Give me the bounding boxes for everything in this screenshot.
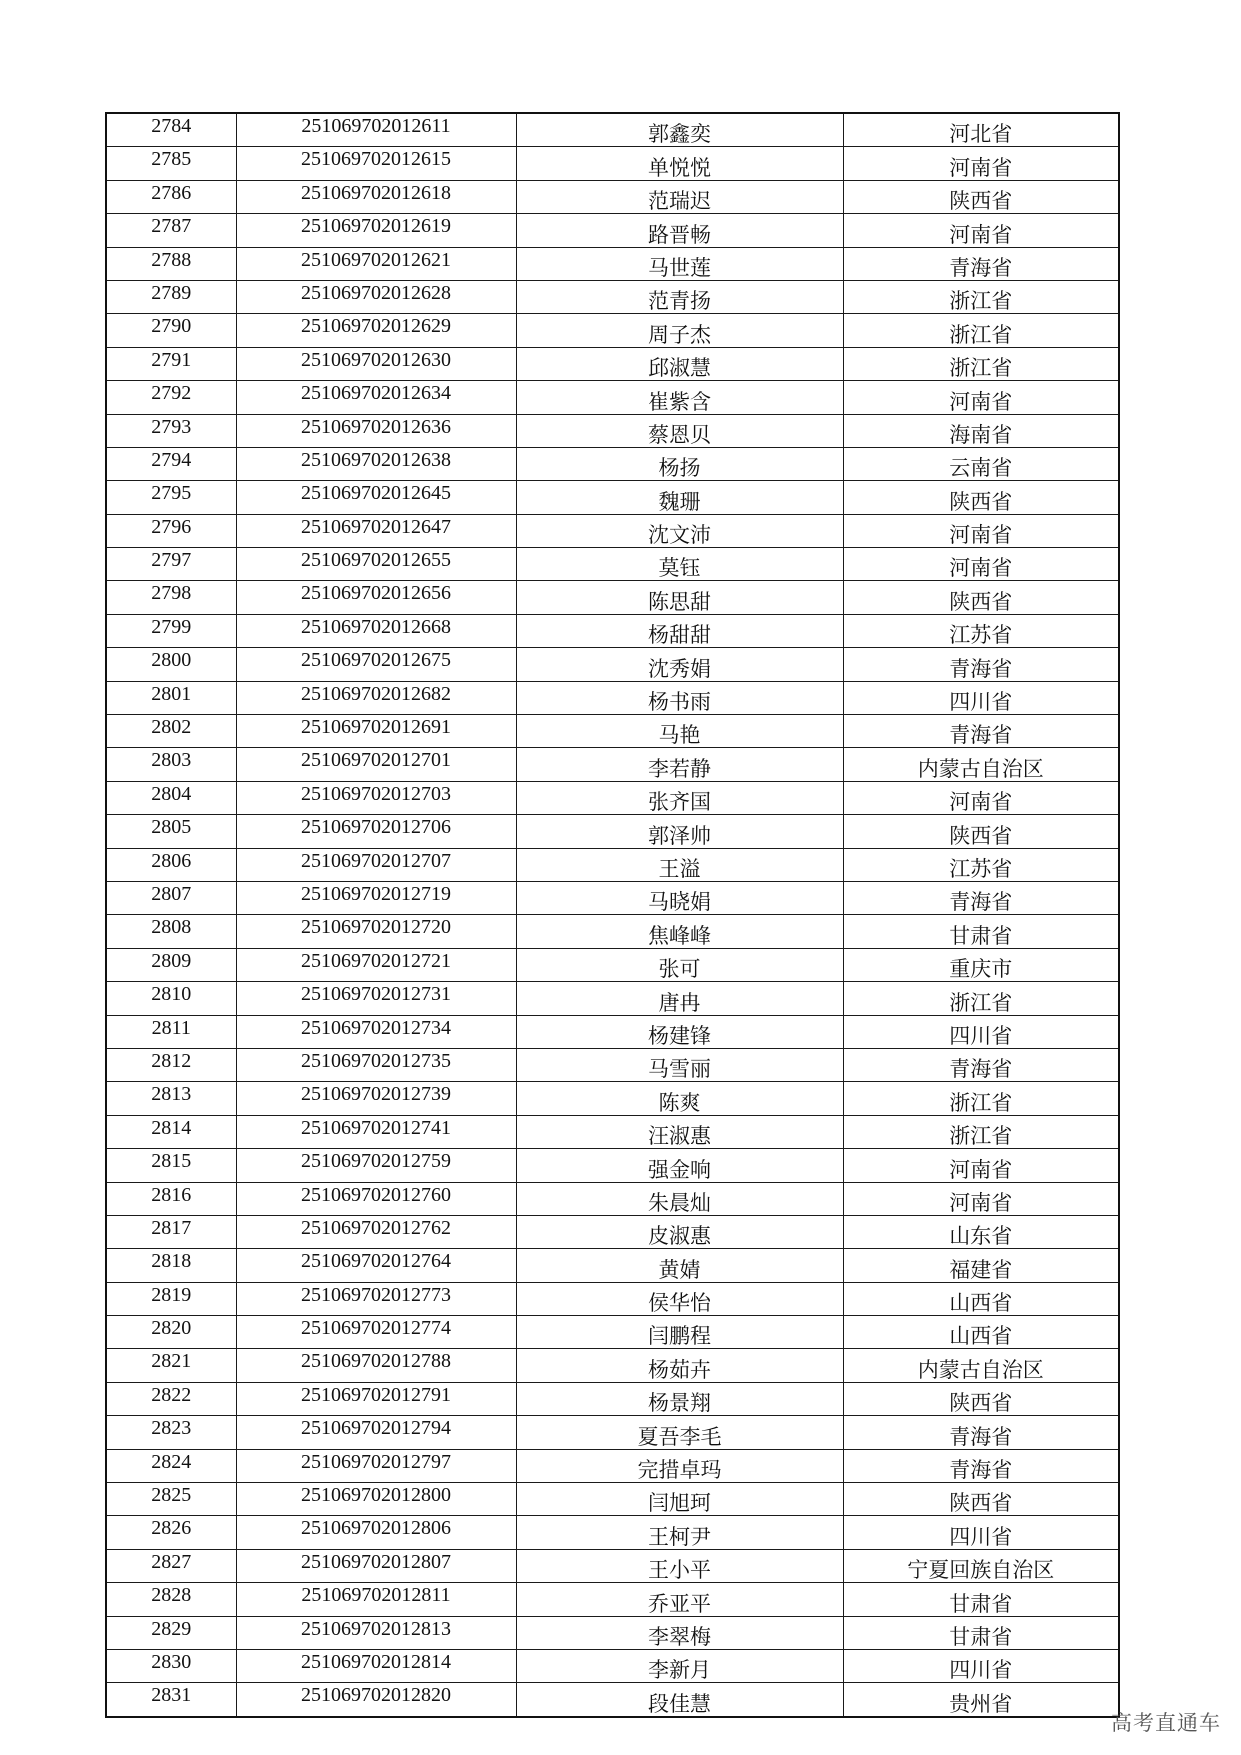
name-cell: 杨茹卉: [516, 1349, 843, 1382]
exam-id-cell: 251069702012707: [236, 848, 516, 881]
table-row: [106, 280, 1119, 313]
province-cell: 陕西省: [843, 581, 1119, 614]
exam-id-cell: 251069702012630: [236, 347, 516, 380]
exam-id-cell: 251069702012656: [236, 581, 516, 614]
exam-id-cell: 251069702012797: [236, 1449, 516, 1482]
table-row: [106, 247, 1119, 280]
table-row: [106, 1683, 1119, 1717]
serial-number-cell: 2824: [106, 1449, 236, 1482]
province-cell: 河南省: [843, 214, 1119, 247]
serial-number-cell: 2819: [106, 1282, 236, 1315]
serial-number-cell: 2830: [106, 1649, 236, 1682]
province-cell: 陕西省: [843, 481, 1119, 514]
province-cell: 海南省: [843, 414, 1119, 447]
name-cell: 强金响: [516, 1149, 843, 1182]
exam-id-cell: 251069702012720: [236, 915, 516, 948]
table-row: [106, 1082, 1119, 1115]
province-cell: 云南省: [843, 447, 1119, 480]
table-row: [106, 214, 1119, 247]
name-cell: 马艳: [516, 715, 843, 748]
name-cell: 皮淑惠: [516, 1215, 843, 1248]
table-row: [106, 1616, 1119, 1649]
serial-number-cell: 2795: [106, 481, 236, 514]
province-cell: 河南省: [843, 548, 1119, 581]
exam-id-cell: 251069702012691: [236, 715, 516, 748]
exam-id-cell: 251069702012811: [236, 1583, 516, 1616]
name-cell: 杨建锋: [516, 1015, 843, 1048]
exam-id-cell: 251069702012668: [236, 614, 516, 647]
name-cell: 莫钰: [516, 548, 843, 581]
province-cell: 河南省: [843, 1182, 1119, 1215]
province-cell: 江苏省: [843, 848, 1119, 881]
serial-number-cell: 2813: [106, 1082, 236, 1115]
serial-number-cell: 2796: [106, 514, 236, 547]
exam-id-cell: 251069702012735: [236, 1048, 516, 1081]
name-cell: 范瑞迟: [516, 180, 843, 213]
province-cell: 青海省: [843, 247, 1119, 280]
exam-id-cell: 251069702012741: [236, 1115, 516, 1148]
table-row: [106, 881, 1119, 914]
province-cell: 宁夏回族自治区: [843, 1549, 1119, 1582]
serial-number-cell: 2829: [106, 1616, 236, 1649]
name-cell: 马晓娟: [516, 881, 843, 914]
exam-id-cell: 251069702012618: [236, 180, 516, 213]
exam-id-cell: 251069702012682: [236, 681, 516, 714]
name-cell: 周子杰: [516, 314, 843, 347]
table-row: [106, 815, 1119, 848]
table-row: [106, 1215, 1119, 1248]
serial-number-cell: 2818: [106, 1249, 236, 1282]
name-cell: 魏珊: [516, 481, 843, 514]
name-cell: 朱晨灿: [516, 1182, 843, 1215]
province-cell: 甘肃省: [843, 1583, 1119, 1616]
table-row: [106, 715, 1119, 748]
name-cell: 张可: [516, 948, 843, 981]
serial-number-cell: 2790: [106, 314, 236, 347]
exam-id-cell: 251069702012621: [236, 247, 516, 280]
table-row: [106, 314, 1119, 347]
serial-number-cell: 2789: [106, 280, 236, 313]
serial-number-cell: 2820: [106, 1316, 236, 1349]
exam-id-cell: 251069702012807: [236, 1549, 516, 1582]
serial-number-cell: 2809: [106, 948, 236, 981]
name-cell: 李若静: [516, 748, 843, 781]
province-cell: 河南省: [843, 381, 1119, 414]
serial-number-cell: 2826: [106, 1516, 236, 1549]
name-cell: 马世莲: [516, 247, 843, 280]
province-cell: 河南省: [843, 781, 1119, 814]
province-cell: 甘肃省: [843, 1616, 1119, 1649]
province-cell: 山西省: [843, 1282, 1119, 1315]
name-cell: 郭鑫奕: [516, 113, 843, 147]
province-cell: 青海省: [843, 1416, 1119, 1449]
exam-id-cell: 251069702012721: [236, 948, 516, 981]
serial-number-cell: 2802: [106, 715, 236, 748]
exam-id-cell: 251069702012814: [236, 1649, 516, 1682]
province-cell: 河南省: [843, 1149, 1119, 1182]
name-cell: 乔亚平: [516, 1583, 843, 1616]
serial-number-cell: 2793: [106, 414, 236, 447]
admission-list-table: [105, 112, 1120, 1718]
name-cell: 段佳慧: [516, 1683, 843, 1717]
serial-number-cell: 2817: [106, 1215, 236, 1248]
table-row: [106, 581, 1119, 614]
name-cell: 范青扬: [516, 280, 843, 313]
name-cell: 杨景翔: [516, 1382, 843, 1415]
serial-number-cell: 2811: [106, 1015, 236, 1048]
name-cell: 路晋畅: [516, 214, 843, 247]
serial-number-cell: 2791: [106, 347, 236, 380]
table-row: [106, 113, 1119, 147]
serial-number-cell: 2807: [106, 881, 236, 914]
province-cell: 青海省: [843, 715, 1119, 748]
name-cell: 单悦悦: [516, 147, 843, 180]
province-cell: 浙江省: [843, 1115, 1119, 1148]
province-cell: 青海省: [843, 1048, 1119, 1081]
serial-number-cell: 2812: [106, 1048, 236, 1081]
name-cell: 王柯尹: [516, 1516, 843, 1549]
province-cell: 浙江省: [843, 280, 1119, 313]
name-cell: 夏吾李毛: [516, 1416, 843, 1449]
name-cell: 黄婧: [516, 1249, 843, 1282]
exam-id-cell: 251069702012773: [236, 1282, 516, 1315]
province-cell: 甘肃省: [843, 915, 1119, 948]
serial-number-cell: 2801: [106, 681, 236, 714]
name-cell: 沈秀娟: [516, 648, 843, 681]
serial-number-cell: 2786: [106, 180, 236, 213]
table-row: [106, 1149, 1119, 1182]
table-row: [106, 180, 1119, 213]
serial-number-cell: 2822: [106, 1382, 236, 1415]
table-row: [106, 1549, 1119, 1582]
province-cell: 河南省: [843, 514, 1119, 547]
name-cell: 焦峰峰: [516, 915, 843, 948]
name-cell: 张齐国: [516, 781, 843, 814]
name-cell: 马雪丽: [516, 1048, 843, 1081]
table-row: [106, 982, 1119, 1015]
province-cell: 内蒙古自治区: [843, 748, 1119, 781]
exam-id-cell: 251069702012636: [236, 414, 516, 447]
table-row: [106, 748, 1119, 781]
exam-id-cell: 251069702012800: [236, 1483, 516, 1516]
province-cell: 重庆市: [843, 948, 1119, 981]
table-row: [106, 781, 1119, 814]
exam-id-cell: 251069702012675: [236, 648, 516, 681]
serial-number-cell: 2814: [106, 1115, 236, 1148]
table-row: [106, 514, 1119, 547]
serial-number-cell: 2800: [106, 648, 236, 681]
name-cell: 王溢: [516, 848, 843, 881]
name-cell: 郭泽帅: [516, 815, 843, 848]
table-row: [106, 147, 1119, 180]
province-cell: 陕西省: [843, 1382, 1119, 1415]
name-cell: 唐冉: [516, 982, 843, 1015]
serial-number-cell: 2816: [106, 1182, 236, 1215]
exam-id-cell: 251069702012759: [236, 1149, 516, 1182]
serial-number-cell: 2784: [106, 113, 236, 147]
exam-id-cell: 251069702012703: [236, 781, 516, 814]
exam-id-cell: 251069702012820: [236, 1683, 516, 1717]
table-row: [106, 1382, 1119, 1415]
name-cell: 沈文沛: [516, 514, 843, 547]
serial-number-cell: 2788: [106, 247, 236, 280]
exam-id-cell: 251069702012719: [236, 881, 516, 914]
serial-number-cell: 2803: [106, 748, 236, 781]
exam-id-cell: 251069702012791: [236, 1382, 516, 1415]
exam-id-cell: 251069702012611: [236, 113, 516, 147]
serial-number-cell: 2804: [106, 781, 236, 814]
table-body: [106, 113, 1119, 1717]
table-row: [106, 1182, 1119, 1215]
table-row: [106, 1282, 1119, 1315]
exam-id-cell: 251069702012706: [236, 815, 516, 848]
serial-number-cell: 2823: [106, 1416, 236, 1449]
table-row: [106, 1583, 1119, 1616]
province-cell: 陕西省: [843, 1483, 1119, 1516]
table-row: [106, 1349, 1119, 1382]
province-cell: 河北省: [843, 113, 1119, 147]
exam-id-cell: 251069702012731: [236, 982, 516, 1015]
province-cell: 江苏省: [843, 614, 1119, 647]
province-cell: 山东省: [843, 1215, 1119, 1248]
exam-id-cell: 251069702012638: [236, 447, 516, 480]
name-cell: 陈爽: [516, 1082, 843, 1115]
exam-id-cell: 251069702012794: [236, 1416, 516, 1449]
province-cell: 山西省: [843, 1316, 1119, 1349]
exam-id-cell: 251069702012760: [236, 1182, 516, 1215]
province-cell: 内蒙古自治区: [843, 1349, 1119, 1382]
serial-number-cell: 2815: [106, 1149, 236, 1182]
serial-number-cell: 2808: [106, 915, 236, 948]
exam-id-cell: 251069702012647: [236, 514, 516, 547]
serial-number-cell: 2799: [106, 614, 236, 647]
table-row: [106, 1048, 1119, 1081]
table-row: [106, 481, 1119, 514]
table-row: [106, 1649, 1119, 1682]
serial-number-cell: 2785: [106, 147, 236, 180]
exam-id-cell: 251069702012629: [236, 314, 516, 347]
province-cell: 福建省: [843, 1249, 1119, 1282]
table-row: [106, 1249, 1119, 1282]
name-cell: 王小平: [516, 1549, 843, 1582]
serial-number-cell: 2787: [106, 214, 236, 247]
province-cell: 浙江省: [843, 982, 1119, 1015]
name-cell: 李新月: [516, 1649, 843, 1682]
table-row: [106, 948, 1119, 981]
name-cell: 邱淑慧: [516, 347, 843, 380]
province-cell: 河南省: [843, 147, 1119, 180]
table-row: [106, 915, 1119, 948]
province-cell: 青海省: [843, 1449, 1119, 1482]
name-cell: 汪淑惠: [516, 1115, 843, 1148]
table-row: [106, 681, 1119, 714]
table-row: [106, 381, 1119, 414]
exam-id-cell: 251069702012701: [236, 748, 516, 781]
serial-number-cell: 2821: [106, 1349, 236, 1382]
province-cell: 四川省: [843, 1649, 1119, 1682]
serial-number-cell: 2806: [106, 848, 236, 881]
table-row: [106, 1316, 1119, 1349]
province-cell: 四川省: [843, 1015, 1119, 1048]
exam-id-cell: 251069702012806: [236, 1516, 516, 1549]
province-cell: 四川省: [843, 1516, 1119, 1549]
name-cell: 完措卓玛: [516, 1449, 843, 1482]
table-row: [106, 614, 1119, 647]
table-row: [106, 1449, 1119, 1482]
exam-id-cell: 251069702012739: [236, 1082, 516, 1115]
province-cell: 浙江省: [843, 1082, 1119, 1115]
exam-id-cell: 251069702012655: [236, 548, 516, 581]
table-row: [106, 1416, 1119, 1449]
table-row: [106, 1516, 1119, 1549]
exam-id-cell: 251069702012645: [236, 481, 516, 514]
exam-id-cell: 251069702012734: [236, 1015, 516, 1048]
province-cell: 陕西省: [843, 180, 1119, 213]
serial-number-cell: 2828: [106, 1583, 236, 1616]
province-cell: 四川省: [843, 681, 1119, 714]
serial-number-cell: 2798: [106, 581, 236, 614]
table-row: [106, 548, 1119, 581]
name-cell: 陈思甜: [516, 581, 843, 614]
province-cell: 青海省: [843, 648, 1119, 681]
province-cell: 浙江省: [843, 347, 1119, 380]
serial-number-cell: 2831: [106, 1683, 236, 1717]
exam-id-cell: 251069702012813: [236, 1616, 516, 1649]
exam-id-cell: 251069702012764: [236, 1249, 516, 1282]
exam-id-cell: 251069702012628: [236, 280, 516, 313]
exam-id-cell: 251069702012634: [236, 381, 516, 414]
serial-number-cell: 2805: [106, 815, 236, 848]
name-cell: 闫旭珂: [516, 1483, 843, 1516]
serial-number-cell: 2792: [106, 381, 236, 414]
name-cell: 杨甜甜: [516, 614, 843, 647]
table-row: [106, 848, 1119, 881]
province-cell: 浙江省: [843, 314, 1119, 347]
serial-number-cell: 2797: [106, 548, 236, 581]
province-cell: 青海省: [843, 881, 1119, 914]
table-row: [106, 447, 1119, 480]
name-cell: 李翠梅: [516, 1616, 843, 1649]
table-row: [106, 648, 1119, 681]
exam-id-cell: 251069702012615: [236, 147, 516, 180]
serial-number-cell: 2810: [106, 982, 236, 1015]
serial-number-cell: 2825: [106, 1483, 236, 1516]
name-cell: 闫鹏程: [516, 1316, 843, 1349]
exam-id-cell: 251069702012619: [236, 214, 516, 247]
table-row: [106, 347, 1119, 380]
exam-id-cell: 251069702012774: [236, 1316, 516, 1349]
province-cell: 陕西省: [843, 815, 1119, 848]
watermark-text: 高考直通车: [1111, 1711, 1221, 1735]
name-cell: 蔡恩贝: [516, 414, 843, 447]
name-cell: 杨书雨: [516, 681, 843, 714]
serial-number-cell: 2827: [106, 1549, 236, 1582]
name-cell: 侯华怡: [516, 1282, 843, 1315]
exam-id-cell: 251069702012788: [236, 1349, 516, 1382]
province-cell: 贵州省: [843, 1683, 1119, 1717]
name-cell: 崔紫含: [516, 381, 843, 414]
table-row: [106, 1483, 1119, 1516]
serial-number-cell: 2794: [106, 447, 236, 480]
table-row: [106, 1115, 1119, 1148]
table-row: [106, 414, 1119, 447]
exam-id-cell: 251069702012762: [236, 1215, 516, 1248]
name-cell: 杨扬: [516, 447, 843, 480]
table-row: [106, 1015, 1119, 1048]
